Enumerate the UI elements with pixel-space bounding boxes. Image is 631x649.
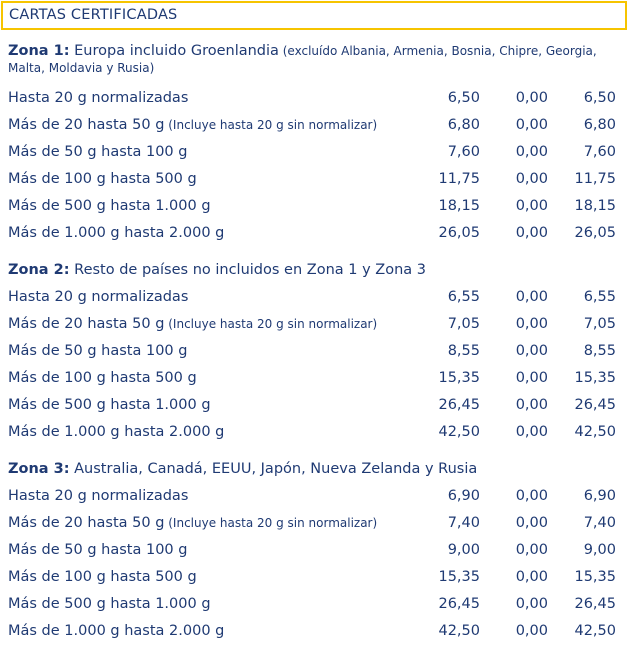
table-row	[8, 483, 620, 510]
price-base: 42,50	[438, 623, 480, 639]
price-total: 42,50	[574, 623, 616, 639]
weight-range: Más de 100 g hasta 500 g	[8, 569, 197, 585]
price-tax: 0,00	[515, 343, 548, 359]
zone-name: Australia, Canadá, EEUU, Japón, Nueva Zelanda y Rusia	[69, 461, 478, 477]
row-label	[8, 564, 197, 591]
row-label	[8, 392, 211, 419]
zone-label: Zona 1:	[8, 43, 70, 59]
price-base: 26,45	[438, 596, 480, 612]
weight-range: Más de 1.000 g hasta 2.000 g	[8, 225, 225, 241]
price-total: 9,00	[583, 542, 616, 558]
price-tax: 0,00	[515, 225, 548, 241]
row-label	[8, 166, 197, 193]
weight-range: Más de 100 g hasta 500 g	[8, 171, 197, 187]
price-base: 7,05	[447, 316, 480, 332]
section-title: CARTAS CERTIFICADAS	[9, 7, 178, 23]
table-row	[8, 112, 620, 139]
price-tax: 0,00	[515, 117, 548, 133]
zone-name: Europa incluido Groenlandia	[69, 43, 279, 59]
price-total: 15,35	[574, 569, 616, 585]
price-tax: 0,00	[515, 397, 548, 413]
weight-range: Más de 20 hasta 50 g	[8, 117, 165, 133]
price-total: 15,35	[574, 370, 616, 386]
row-label	[8, 510, 377, 537]
price-tax: 0,00	[515, 289, 548, 305]
row-label	[8, 618, 224, 645]
table-row	[8, 419, 620, 446]
row-label	[8, 537, 187, 564]
price-base: 18,15	[438, 198, 480, 214]
table-row	[8, 166, 620, 193]
price-base: 7,40	[447, 515, 480, 531]
price-total: 18,15	[574, 198, 616, 214]
table-row	[8, 139, 620, 166]
price-total: 26,45	[574, 596, 616, 612]
price-tax: 0,00	[515, 370, 548, 386]
weight-range: Más de 500 g hasta 1.000 g	[8, 596, 211, 612]
row-note: (Incluye hasta 20 g sin normalizar)	[164, 118, 378, 132]
weight-range: Más de 20 hasta 50 g	[8, 316, 165, 332]
zone-2-title	[8, 262, 618, 279]
row-note: (Incluye hasta 20 g sin normalizar)	[164, 516, 378, 530]
row-label	[8, 112, 377, 139]
price-base: 8,55	[447, 343, 480, 359]
price-base: 26,05	[438, 225, 480, 241]
weight-range: Más de 1.000 g hasta 2.000 g	[8, 623, 225, 639]
price-base: 9,00	[447, 542, 480, 558]
price-total: 6,90	[583, 488, 616, 504]
price-total: 8,55	[583, 343, 616, 359]
price-tax: 0,00	[515, 316, 548, 332]
weight-range: Hasta 20 g normalizadas	[8, 90, 189, 106]
weight-range: Más de 50 g hasta 100 g	[8, 144, 188, 160]
price-base: 11,75	[438, 171, 480, 187]
price-base: 15,35	[438, 370, 480, 386]
price-base: 26,45	[438, 397, 480, 413]
price-base: 42,50	[438, 424, 480, 440]
price-tax: 0,00	[515, 569, 548, 585]
zone-label: Zona 3:	[8, 461, 70, 477]
row-label	[8, 338, 187, 365]
row-label	[8, 483, 188, 510]
weight-range: Más de 500 g hasta 1.000 g	[8, 397, 211, 413]
price-base: 6,55	[447, 289, 480, 305]
zone-3-title	[8, 461, 618, 478]
price-tax: 0,00	[515, 198, 548, 214]
price-tax: 0,00	[515, 90, 548, 106]
price-tax: 0,00	[515, 623, 548, 639]
table-row	[8, 510, 620, 537]
row-label	[8, 139, 187, 166]
table-row	[8, 193, 620, 220]
price-total: 6,50	[583, 90, 616, 106]
price-tax: 0,00	[515, 171, 548, 187]
table-row	[8, 220, 620, 247]
zone-label: Zona 2:	[8, 262, 70, 278]
row-label	[8, 365, 197, 392]
zone-note: (excluído Albania, Armenia, Bosnia, Chipre, Georgia, Malta, Moldavia y Rusia)	[8, 44, 597, 75]
weight-range: Más de 50 g hasta 100 g	[8, 542, 188, 558]
price-tax: 0,00	[515, 144, 548, 160]
price-total: 6,80	[583, 117, 616, 133]
table-row	[8, 591, 620, 618]
table-row	[8, 338, 620, 365]
weight-range: Más de 1.000 g hasta 2.000 g	[8, 424, 225, 440]
weight-range: Más de 20 hasta 50 g	[8, 515, 165, 531]
row-label	[8, 85, 188, 112]
weight-range: Más de 50 g hasta 100 g	[8, 343, 188, 359]
price-total: 6,55	[583, 289, 616, 305]
price-base: 6,80	[447, 117, 480, 133]
price-total: 26,45	[574, 397, 616, 413]
price-tax: 0,00	[515, 424, 548, 440]
table-row	[8, 537, 620, 564]
table-row	[8, 311, 620, 338]
table-row	[8, 85, 620, 112]
price-base: 15,35	[438, 569, 480, 585]
row-note: (Incluye hasta 20 g sin normalizar)	[164, 317, 378, 331]
table-row	[8, 564, 620, 591]
row-label	[8, 220, 224, 247]
price-base: 7,60	[447, 144, 480, 160]
weight-range: Más de 100 g hasta 500 g	[8, 370, 197, 386]
zone-1-title	[8, 43, 618, 77]
table-row	[8, 365, 620, 392]
price-total: 7,05	[583, 316, 616, 332]
table-row	[8, 392, 620, 419]
weight-range: Hasta 20 g normalizadas	[8, 289, 189, 305]
row-label	[8, 311, 377, 338]
price-base: 6,90	[447, 488, 480, 504]
row-label	[8, 591, 211, 618]
row-label	[8, 419, 224, 446]
weight-range: Hasta 20 g normalizadas	[8, 488, 189, 504]
zone-name: Resto de países no incluidos en Zona 1 y Zona 3	[69, 262, 426, 278]
price-total: 7,60	[583, 144, 616, 160]
table-row	[8, 284, 620, 311]
price-base: 6,50	[447, 90, 480, 106]
weight-range: Más de 500 g hasta 1.000 g	[8, 198, 211, 214]
section-header	[1, 1, 627, 30]
row-label	[8, 193, 211, 220]
row-label	[8, 284, 188, 311]
price-total: 42,50	[574, 424, 616, 440]
table-row	[8, 618, 620, 645]
price-tax: 0,00	[515, 542, 548, 558]
price-tax: 0,00	[515, 596, 548, 612]
price-tax: 0,00	[515, 515, 548, 531]
price-total: 26,05	[574, 225, 616, 241]
price-total: 11,75	[574, 171, 616, 187]
price-tax: 0,00	[515, 488, 548, 504]
price-total: 7,40	[583, 515, 616, 531]
